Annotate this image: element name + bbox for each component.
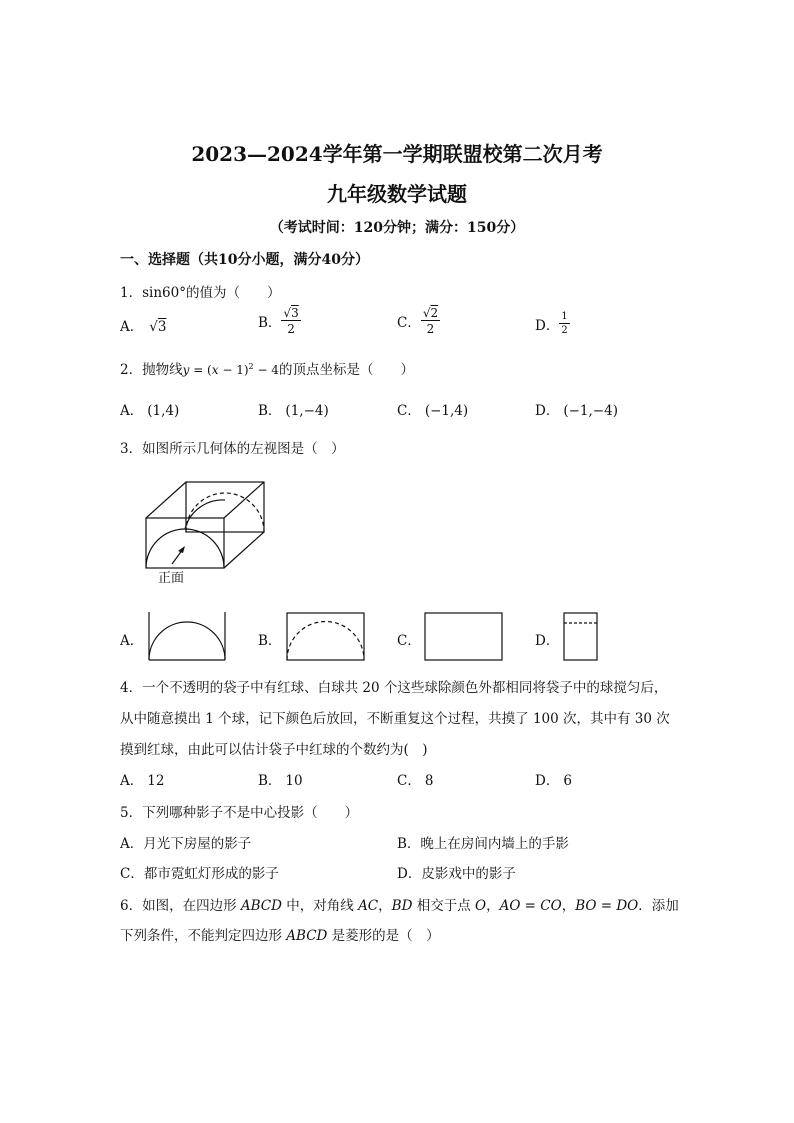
q3-option-c-figure [425,613,502,660]
question-1-stem: 1．sin60°的值为（ ） [120,285,281,301]
q4-option-d: D． 6 [535,773,572,789]
q5-option-a: A．月光下房屋的影子 [120,836,252,852]
q1-option-d: D． $\frac{1}{2}$ [535,311,568,336]
section-heading: 一、选择题（共10分小题，满分40分） [120,252,369,268]
q3-option-c-letter: C． [397,633,421,649]
question-4-line-3: 摸到红球，由此可以估计袋子中红球的个数约为( ) [120,742,428,758]
q4-option-c: C． 8 [397,773,434,789]
q5-option-d: D．皮影戏中的影子 [397,866,516,882]
question-6-line-2: 下列条件，不能判定四边形 ABCD 是菱形的是（ ） [120,928,440,944]
q5-option-b: B．晚上在房间内墙上的手影 [397,836,569,852]
question-6-line-1: 6．如图，在四边形 ABCD 中，对角线 AC，BD 相交于点 O，AO = CO，BO = DO．添加 [120,898,679,914]
figure-label-front: 正面 [158,571,185,586]
q2-option-c: C． (−1,4) [397,403,469,419]
q1-option-a: A． √3 [120,319,167,335]
q3-option-a-letter: A． [120,633,144,649]
question-4-line-2: 从中随意摸出 1 个球，记下颜色后放回，不断重复这个过程，共摸了 100 次，其中有 30 次 [120,711,670,727]
q4-option-b: B． 10 [258,773,303,789]
q1-option-b: B． $\frac{√3}{2}$ [258,306,299,336]
q4-option-a: A． 12 [120,773,165,789]
exam-subtitle: 九年级数学试题 [327,182,467,206]
question-4-line-1: 4．一个不透明的袋子中有红球、白球共 20 个这些球除颜色外都相同将袋子中的球搅匀后， [120,680,668,696]
q2-option-b: B． (1,−4) [258,403,329,419]
q2-option-d: D． (−1,−4) [535,403,618,419]
q3-option-d-figure [564,613,597,660]
exam-title: 2023—2024学年第一学期联盟校第二次月考 [191,142,603,166]
question-3-stem: 3．如图所示几何体的左视图是（ ） [120,441,345,457]
q2-option-a: A． (1,4) [120,403,180,419]
exam-info: （考试时间：120分钟；满分：150分） [269,220,525,236]
q3-option-b-figure [287,613,364,660]
question-5-stem: 5．下列哪种影子不是中心投影（ ） [120,805,359,821]
q1-option-c: C． $\frac{√2}{2}$ [397,306,439,336]
q5-option-c: C．都市霓虹灯形成的影子 [120,866,279,882]
q3-option-b-letter: B． [258,633,282,649]
q3-option-a-figure [149,612,225,660]
question-2-stem: 2．抛物线$y = (x - 1)^2 - 4$的顶点坐标是（ ） [120,362,414,378]
q3-option-d-letter: D． [535,633,560,649]
